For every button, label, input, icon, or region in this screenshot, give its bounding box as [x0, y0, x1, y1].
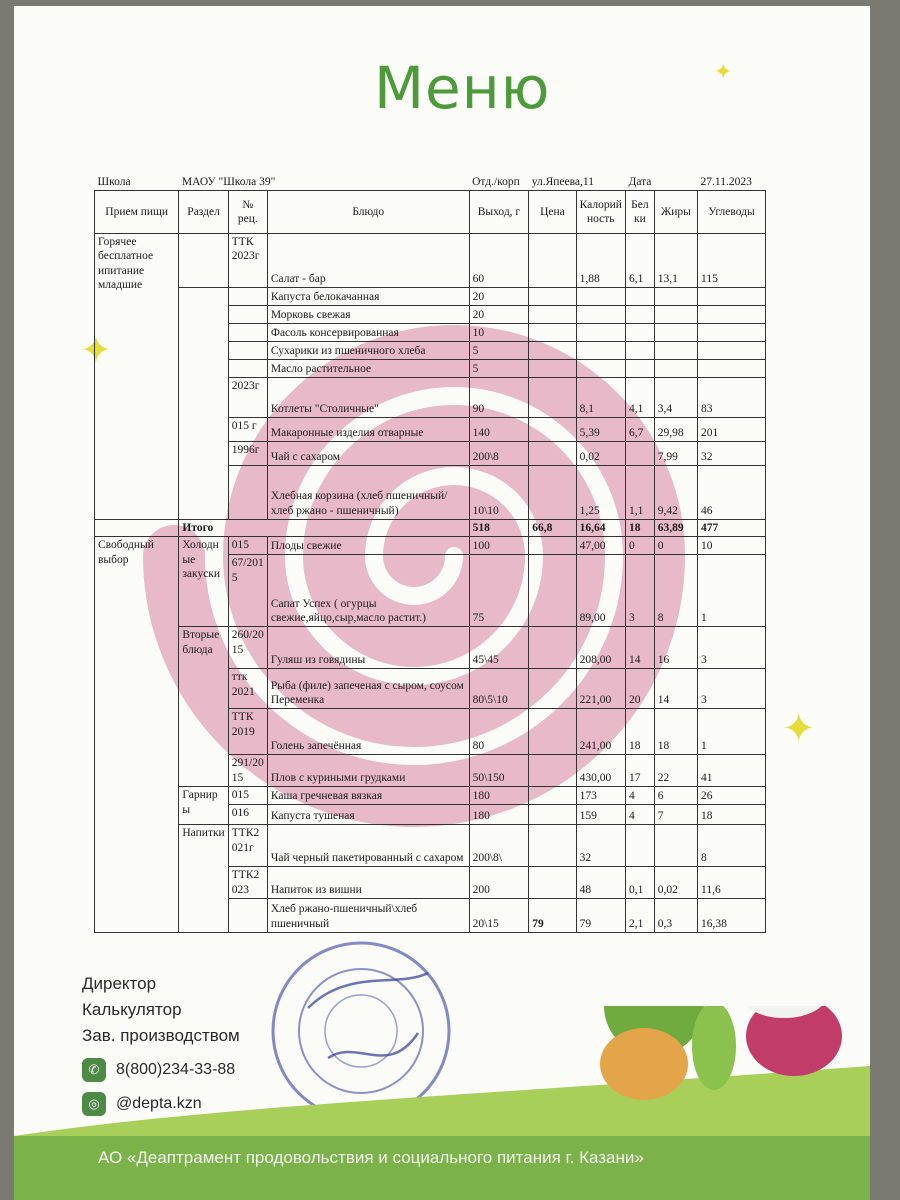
dish-cell: Голень запечённая: [267, 709, 469, 755]
recipe-cell: ТТК2021г: [228, 825, 267, 867]
output-cell: 180: [469, 805, 529, 825]
protein-cell: 4,1: [625, 378, 654, 418]
recipe-cell: 67/2015: [228, 555, 267, 627]
protein-cell: [625, 442, 654, 466]
table-row: [95, 825, 766, 867]
carbs-cell: [698, 288, 766, 306]
calories-cell: 173: [576, 787, 625, 805]
protein-cell: 0: [625, 537, 654, 555]
recipe-cell: ттк 2021: [228, 669, 267, 709]
meal-cell: Горячее бесплатное ипитание младшие: [95, 234, 179, 520]
school-label: Школа: [97, 175, 131, 188]
phone-number: 8(800)234-33-88: [116, 1061, 236, 1079]
calories-cell: 159: [576, 805, 625, 825]
output-cell: 10: [469, 324, 529, 342]
col-meal: Прием пищи: [95, 191, 179, 234]
fat-cell: [654, 342, 697, 360]
calories-cell: 241,00: [576, 709, 625, 755]
carbs-cell: 3: [698, 627, 766, 669]
output-cell: 10\10: [469, 466, 529, 520]
dish-cell: Масло растительное: [267, 360, 469, 378]
protein-cell: 6,7: [625, 418, 654, 442]
fat-cell: 8: [654, 555, 697, 627]
carbs-cell: 115: [698, 234, 766, 288]
recipe-cell: 260/2015: [228, 627, 267, 669]
total-output: 518: [469, 520, 529, 537]
col-section: Раздел: [179, 191, 228, 234]
carbs-cell: [698, 306, 766, 324]
price-cell: [529, 537, 576, 555]
dish-cell: Хлеб ржано-пшеничный\хлеб пшеничный: [267, 899, 469, 933]
fat-cell: [654, 306, 697, 324]
calories-cell: 1,25: [576, 466, 625, 520]
section-cell: [179, 234, 228, 288]
carbs-cell: 32: [698, 442, 766, 466]
free-meal-rows: [95, 234, 766, 520]
fat-cell: 16: [654, 627, 697, 669]
fat-cell: 18: [654, 709, 697, 755]
protein-cell: 6,1: [625, 234, 654, 288]
fat-cell: 29,98: [654, 418, 697, 442]
recipe-cell: 291/2015: [228, 755, 267, 787]
branch-label: Отд./корп: [472, 175, 520, 188]
recipe-cell: 015: [228, 537, 267, 555]
output-cell: 200: [469, 867, 529, 899]
fat-cell: 13,1: [654, 234, 697, 288]
fat-cell: 6: [654, 787, 697, 805]
recipe-cell: ТТК2023: [228, 867, 267, 899]
fat-cell: 9,42: [654, 466, 697, 520]
fat-cell: 0,3: [654, 899, 697, 933]
date-value: 27.11.2023: [700, 175, 752, 188]
fat-cell: 22: [654, 755, 697, 787]
dish-cell: Чай с сахаром: [267, 442, 469, 466]
table-row: [95, 787, 766, 805]
calories-cell: 89,00: [576, 555, 625, 627]
fat-cell: 3,4: [654, 378, 697, 418]
output-cell: 100: [469, 537, 529, 555]
recipe-cell: 2023г: [228, 378, 267, 418]
carbs-cell: 1: [698, 709, 766, 755]
instagram-icon: ◎: [82, 1092, 106, 1116]
header-row: [95, 166, 766, 191]
carbs-cell: 18: [698, 805, 766, 825]
calories-cell: 8,1: [576, 378, 625, 418]
total-price: 66,8: [529, 520, 576, 537]
calories-cell: [576, 360, 625, 378]
total-calories: 16,64: [576, 520, 625, 537]
dish-cell: Гуляш из говядины: [267, 627, 469, 669]
protein-cell: [625, 360, 654, 378]
col-fat: Жиры: [654, 191, 697, 234]
price-cell: [529, 324, 576, 342]
price-cell: [529, 418, 576, 442]
total-label: Итого: [179, 520, 469, 537]
price-cell: [529, 555, 576, 627]
calories-cell: 79: [576, 899, 625, 933]
col-price: Цена: [529, 191, 576, 234]
recipe-cell: [228, 466, 267, 520]
price-cell: [529, 627, 576, 669]
table-row: [95, 288, 766, 306]
col-calories: Калорийность: [576, 191, 625, 234]
meal-cell: Свободный выбор: [95, 537, 179, 933]
price-cell: [529, 306, 576, 324]
output-cell: 20\15: [469, 899, 529, 933]
menu-table: [94, 166, 766, 933]
carbs-cell: 10: [698, 537, 766, 555]
calories-cell: 47,00: [576, 537, 625, 555]
output-cell: 180: [469, 787, 529, 805]
price-cell: [529, 755, 576, 787]
production-label: Зав. производством: [82, 1026, 240, 1045]
recipe-cell: [228, 324, 267, 342]
protein-cell: 0,1: [625, 867, 654, 899]
director-label: Директор: [82, 974, 157, 993]
footer-bar: [14, 1136, 870, 1200]
calories-cell: 32: [576, 825, 625, 867]
price-cell: [529, 288, 576, 306]
total-fat: 63,89: [654, 520, 697, 537]
fat-cell: 0,02: [654, 867, 697, 899]
output-cell: 20: [469, 288, 529, 306]
phone-icon: ✆: [82, 1058, 106, 1082]
section-cell: Холодные закуски: [179, 537, 228, 627]
price-cell: 79: [529, 899, 576, 933]
carbs-cell: [698, 324, 766, 342]
recipe-cell: [228, 899, 267, 933]
recipe-cell: ТТК 2023г: [228, 234, 267, 288]
carbs-cell: 3: [698, 669, 766, 709]
calories-cell: 1,88: [576, 234, 625, 288]
dish-cell: Сапат Успех ( огурцы свежие,яйцо,сыр,масло растит.): [267, 555, 469, 627]
output-cell: 80\5\10: [469, 669, 529, 709]
col-dish: Блюдо: [267, 191, 469, 234]
carbs-cell: 83: [698, 378, 766, 418]
dish-cell: Плоды свежие: [267, 537, 469, 555]
dish-cell: Чай черный пакетированный с сахаром: [267, 825, 469, 867]
protein-cell: 4: [625, 787, 654, 805]
calories-cell: 430,00: [576, 755, 625, 787]
output-cell: 45\45: [469, 627, 529, 669]
total-protein: 18: [625, 520, 654, 537]
carbs-cell: 8: [698, 825, 766, 867]
price-cell: [529, 360, 576, 378]
calories-cell: [576, 342, 625, 360]
output-cell: 75: [469, 555, 529, 627]
dish-cell: Плов с куриными грудками: [267, 755, 469, 787]
price-cell: [529, 342, 576, 360]
star-icon: ✦: [714, 60, 733, 85]
calories-cell: 0,02: [576, 442, 625, 466]
fat-cell: 0: [654, 537, 697, 555]
calories-cell: 48: [576, 867, 625, 899]
recipe-cell: 015 г: [228, 418, 267, 442]
fat-cell: 14: [654, 669, 697, 709]
star-icon: ✦: [80, 328, 112, 372]
carbs-cell: 11,6: [698, 867, 766, 899]
dish-cell: Салат - бар: [267, 234, 469, 288]
col-carbs: Углеводы: [698, 191, 766, 234]
dish-cell: Сухарики из пшеничного хлеба: [267, 342, 469, 360]
page-title: Меню: [374, 54, 551, 122]
recipe-cell: ТТК 2019: [228, 709, 267, 755]
price-cell: [529, 867, 576, 899]
protein-cell: 1,1: [625, 466, 654, 520]
fat-cell: [654, 288, 697, 306]
output-cell: 5: [469, 360, 529, 378]
fat-cell: [654, 360, 697, 378]
column-headers: [95, 191, 766, 234]
section-cell: Гарниры: [179, 787, 228, 825]
price-cell: [529, 709, 576, 755]
carbs-cell: [698, 342, 766, 360]
calories-cell: [576, 306, 625, 324]
dish-cell: Капуста тушеная: [267, 805, 469, 825]
dish-cell: Напиток из вишни: [267, 867, 469, 899]
social-handle: @depta.kzn: [116, 1095, 202, 1113]
fat-cell: [654, 825, 697, 867]
fat-cell: [654, 324, 697, 342]
school-name: МАОУ "Школа 39": [181, 175, 276, 188]
price-cell: [529, 378, 576, 418]
recipe-cell: 1996г: [228, 442, 267, 466]
recipe-cell: 016: [228, 805, 267, 825]
menu-sheet: [14, 6, 870, 1200]
carbs-cell: 201: [698, 418, 766, 442]
dish-cell: Котлеты "Столичные": [267, 378, 469, 418]
fat-cell: 7: [654, 805, 697, 825]
price-cell: [529, 466, 576, 520]
output-cell: 5: [469, 342, 529, 360]
dish-cell: Фасоль консервированная: [267, 324, 469, 342]
protein-cell: 18: [625, 709, 654, 755]
table-row: [95, 627, 766, 669]
protein-cell: 3: [625, 555, 654, 627]
recipe-cell: [228, 288, 267, 306]
calories-cell: 5,39: [576, 418, 625, 442]
protein-cell: [625, 342, 654, 360]
price-cell: [529, 787, 576, 805]
protein-cell: 17: [625, 755, 654, 787]
total-carbs: 477: [698, 520, 766, 537]
output-cell: 90: [469, 378, 529, 418]
output-cell: 20: [469, 306, 529, 324]
organization-name: АО «Деаптрамент продовольствия и социального питания г. Казани»: [98, 1148, 644, 1167]
fat-cell: 7,99: [654, 442, 697, 466]
calories-cell: 208,00: [576, 627, 625, 669]
section-cell: [179, 288, 228, 520]
dish-cell: Хлебная корзина (хлеб пшеничный/хлеб ржано - пшеничный): [267, 466, 469, 520]
price-cell: [529, 442, 576, 466]
output-cell: 200\8: [469, 442, 529, 466]
address: ул.Япеева,11: [531, 175, 594, 188]
calories-cell: [576, 324, 625, 342]
protein-cell: [625, 324, 654, 342]
col-protein: Белки: [625, 191, 654, 234]
output-cell: 60: [469, 234, 529, 288]
protein-cell: 2,1: [625, 899, 654, 933]
output-cell: 50\150: [469, 755, 529, 787]
dish-cell: Макаронные изделия отварные: [267, 418, 469, 442]
section-cell: Вторые блюда: [179, 627, 228, 787]
price-cell: [529, 825, 576, 867]
table-row: [95, 537, 766, 555]
section-cell: Напитки: [179, 825, 228, 933]
output-cell: 80: [469, 709, 529, 755]
price-cell: [529, 805, 576, 825]
price-cell: [529, 234, 576, 288]
calculator-label: Калькулятор: [82, 1000, 182, 1019]
dish-cell: Рыба (филе) запеченая с сыром, соусом Переменка: [267, 669, 469, 709]
total-row: [95, 520, 766, 537]
recipe-cell: [228, 360, 267, 378]
protein-cell: 20: [625, 669, 654, 709]
recipe-cell: [228, 306, 267, 324]
protein-cell: [625, 825, 654, 867]
protein-cell: 4: [625, 805, 654, 825]
carbs-cell: [698, 360, 766, 378]
carbs-cell: 26: [698, 787, 766, 805]
dish-cell: Каша гречневая вязкая: [267, 787, 469, 805]
carbs-cell: 46: [698, 466, 766, 520]
calories-cell: 221,00: [576, 669, 625, 709]
protein-cell: [625, 288, 654, 306]
free-choice-rows: [95, 537, 766, 933]
protein-cell: [625, 306, 654, 324]
col-recipe: № рец.: [228, 191, 267, 234]
output-cell: 200\8\: [469, 825, 529, 867]
recipe-cell: 015: [228, 787, 267, 805]
protein-cell: 14: [625, 627, 654, 669]
output-cell: 140: [469, 418, 529, 442]
carbs-cell: 1: [698, 555, 766, 627]
carbs-cell: 16,38: [698, 899, 766, 933]
dish-cell: Морковь свежая: [267, 306, 469, 324]
col-output: Выход, г: [469, 191, 529, 234]
star-icon: ✦: [782, 706, 816, 752]
recipe-cell: [228, 342, 267, 360]
table-row: [95, 234, 766, 288]
carbs-cell: 41: [698, 755, 766, 787]
date-label: Дата: [628, 175, 652, 188]
dish-cell: Капуста белокачанная: [267, 288, 469, 306]
price-cell: [529, 669, 576, 709]
calories-cell: [576, 288, 625, 306]
